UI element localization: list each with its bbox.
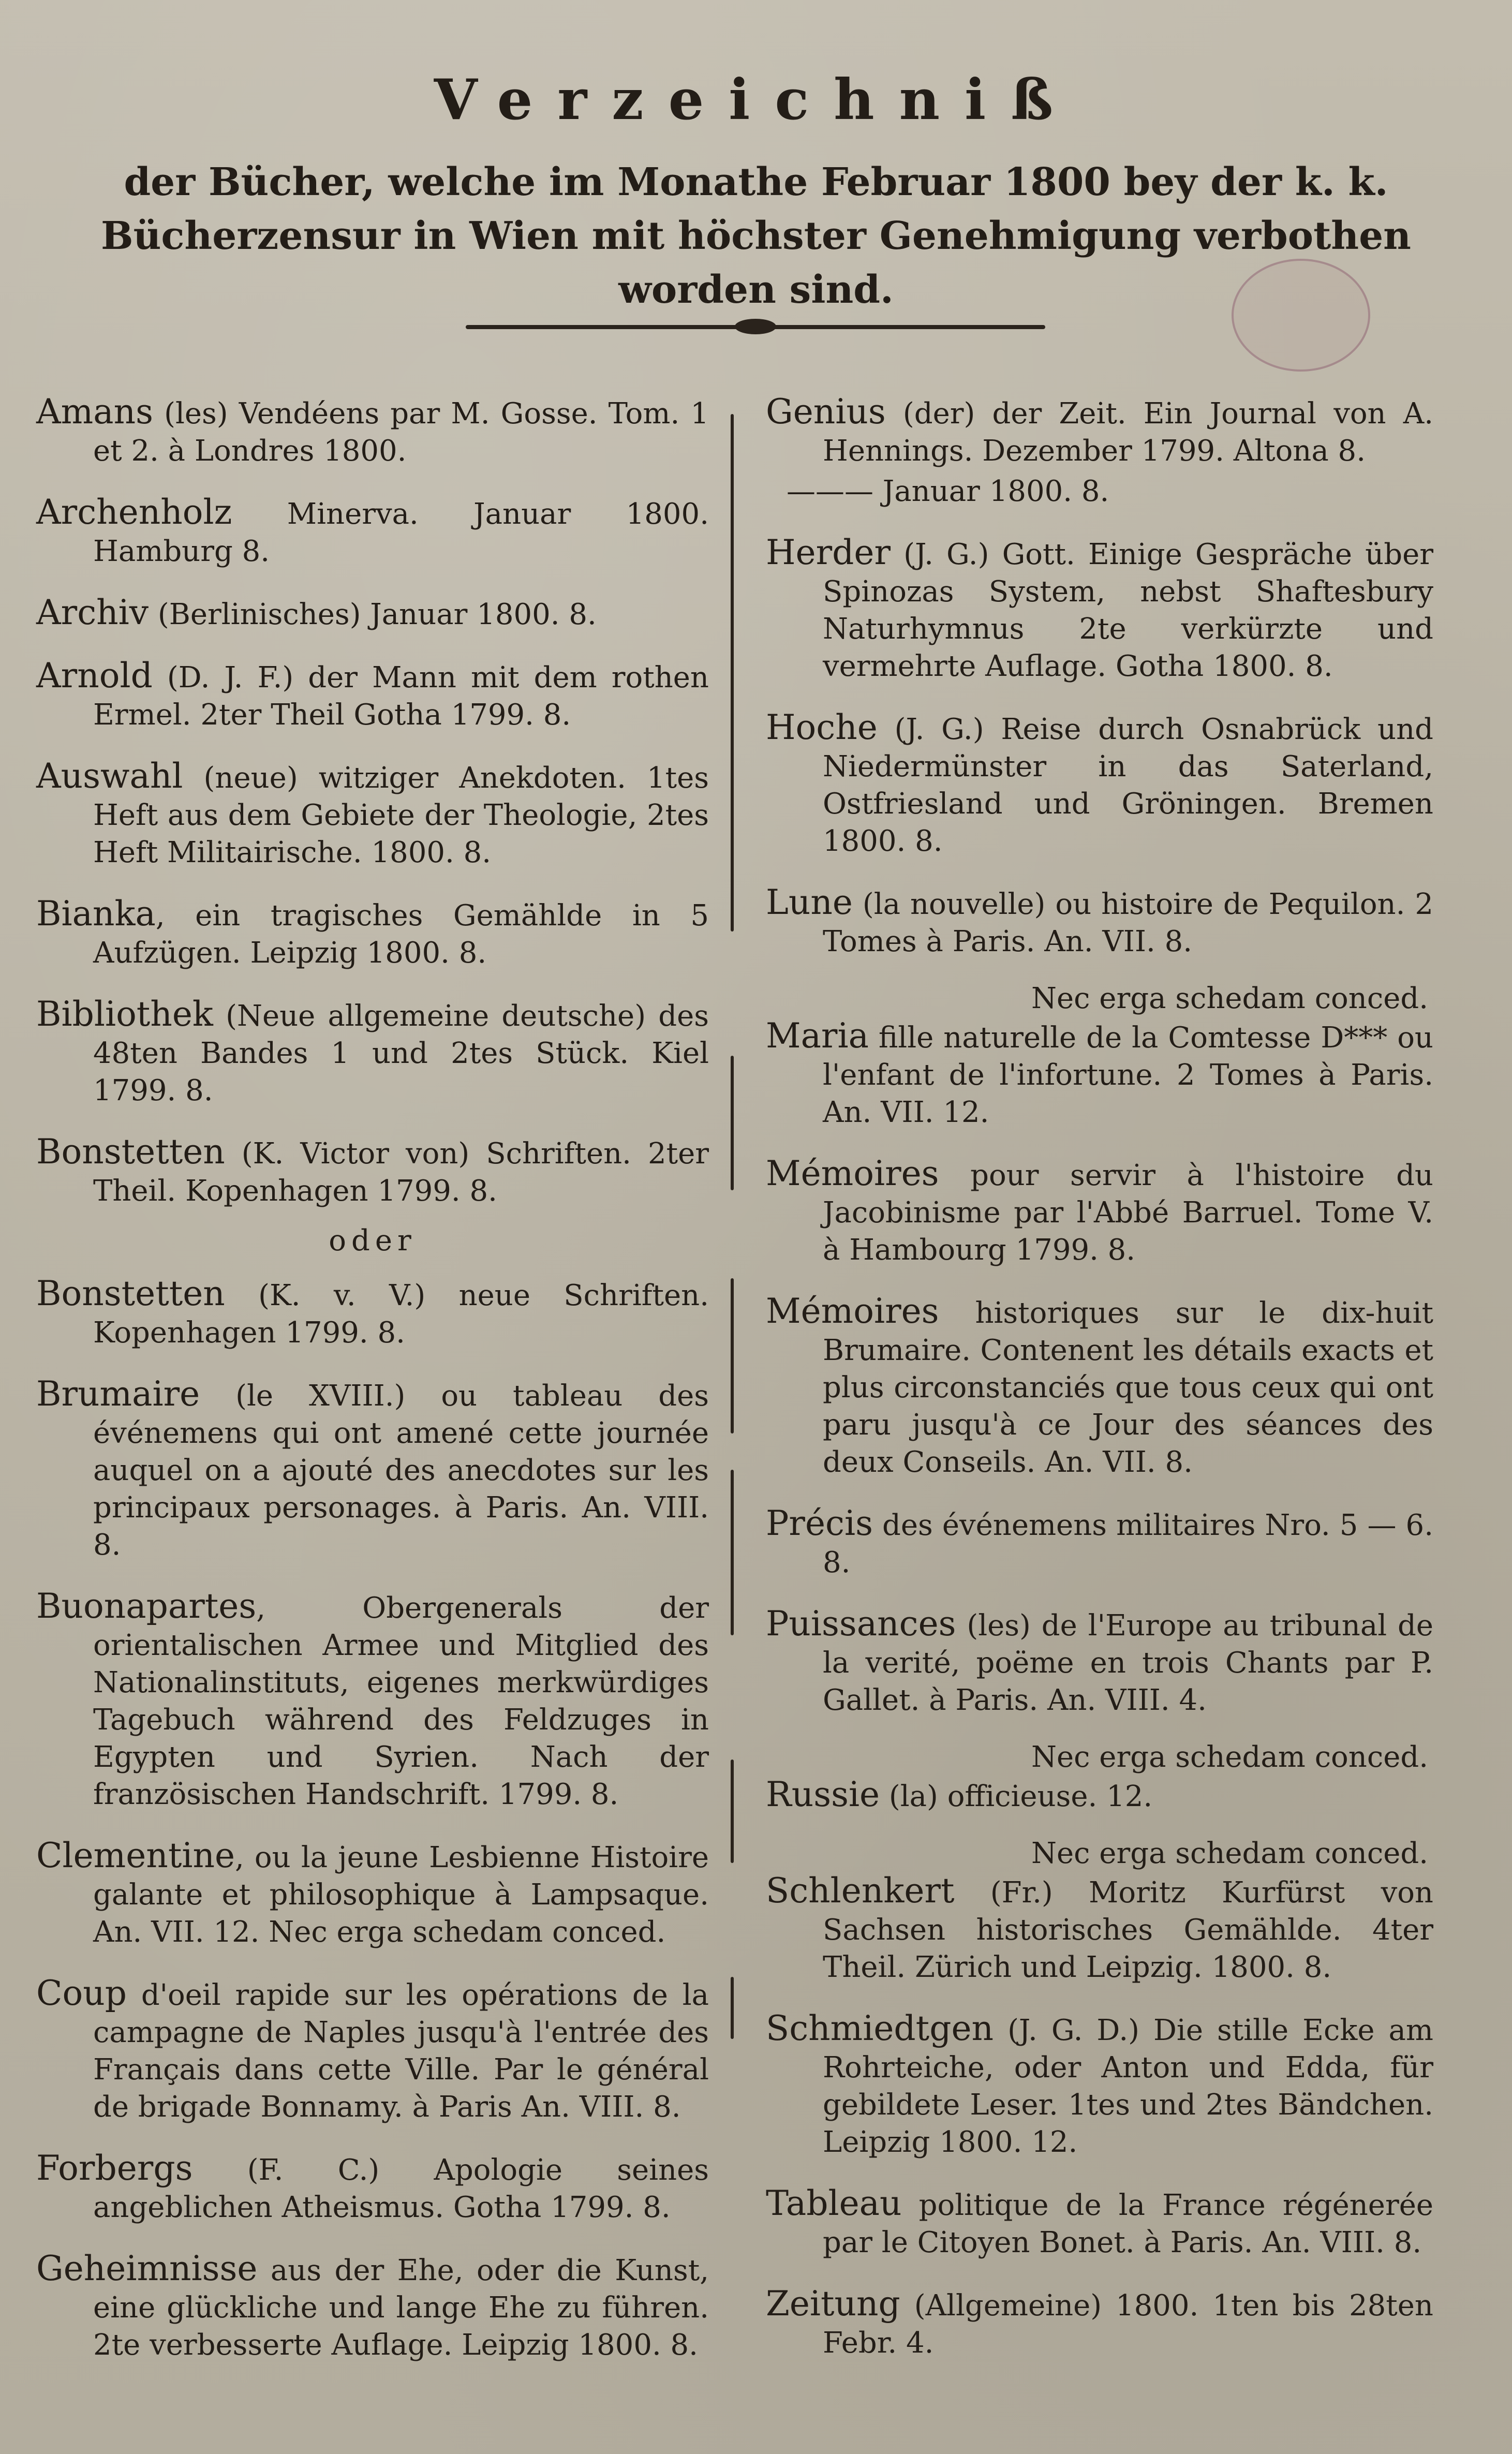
entry-text: d'oeil rapide sur les opérations de la campagne de Naples jusqu'à l'entrée des Français dans cette Ville. Par le général de brigade Bonnamy. à Paris An. VIII. 8.	[93, 1978, 709, 2124]
book-entry	[766, 1872, 1433, 1986]
entry-text: des événemens militaires Nro. 5 — 6. 8.	[823, 1509, 1433, 1579]
entry-text: (Neue allgemeine deutsche) des 48ten Bandes 1 und 2tes Stück. Kiel 1799. 8.	[93, 999, 709, 1107]
faded-stamp	[1232, 259, 1370, 372]
entry-text: , ou la jeune Lesbienne Histoire galante et philosophique à Lampsaque. An. VII. 12. Nec erga schedam conced.	[93, 1841, 709, 1949]
entry-headword: Brumaire	[36, 1374, 200, 1414]
book-entry	[766, 1155, 1433, 1269]
entry-headword: Archenholz	[36, 492, 232, 532]
book-entry	[36, 1837, 709, 1951]
entry-headword: Schmiedtgen	[766, 2008, 994, 2048]
entry-headword: Puissances	[766, 1604, 956, 1644]
entry-text: (F. C.) Apologie seines angeblichen Atheismus. Gotha 1799. 8.	[93, 2153, 709, 2224]
entry-headword: Clementine	[36, 1836, 235, 1875]
book-entry	[766, 2010, 1433, 2161]
page-subtitle: der Bücher, welche im Monathe Februar 1800 bey der k. k. Bücherzensur in Wien mit höchster Genehmigung verbothen worden sind.	[101, 160, 1411, 312]
book-entry	[766, 1017, 1433, 1131]
entry-text: Minerva. Januar 1800. Hamburg 8.	[93, 497, 709, 568]
entry-text: , Obergenerals der orientalischen Armee und Mitglied des Nationalinstituts, eigenes merkwürdiges Tagebuch während des Feldzuges in Egypten und Syrien. Nach der französischen Handschrift. 1799. 8.	[93, 1591, 709, 1811]
entry-headword: Arnold	[36, 656, 153, 696]
entry-headword: Bonstetten	[36, 1274, 225, 1313]
book-entry	[766, 884, 1433, 960]
entry-text: , ein tragisches Gemählde in 5 Aufzügen. Leipzig 1800. 8.	[93, 899, 709, 970]
entry-headword: Coup	[36, 1973, 127, 2013]
entry-text: (K. Victor von) Schriften. 2ter Theil. Kopenhagen 1799. 8.	[93, 1137, 709, 1208]
book-entry	[36, 1376, 709, 1564]
entry-text: (J. G.) Reise durch Osnabrück und Niedermünster in das Saterland, Ostfriesland und Gröningen. Bremen 1800. 8.	[823, 713, 1433, 858]
book-entry	[766, 709, 1433, 860]
entry-text: (Fr.) Moritz Kurfürst von Sachsen historisches Gemählde. 4ter Theil. Zürich und Leipzig. 1800. 8.	[823, 1876, 1433, 1984]
book-entry	[36, 1133, 709, 1210]
book-entry	[36, 2250, 709, 2364]
entry-headword: Archiv	[36, 593, 149, 632]
book-entry	[766, 2285, 1433, 2362]
entry-text: (la) officieuse. 12.	[880, 1780, 1153, 1813]
entry-headword: Buonapartes	[36, 1586, 257, 1626]
entry-text: (Berlinisches) Januar 1800. 8.	[149, 598, 597, 631]
entry-text: (J. G. D.) Die stille Ecke am Rohrteiche, oder Anton und Edda, für gebildete Leser. 1tes und 2tes Bändchen. Leipzig 1800. 12.	[823, 2014, 1433, 2159]
entry-headword: Schlenkert	[766, 1871, 955, 1911]
book-entry	[766, 1293, 1433, 1481]
entry-headword: Bonstetten	[36, 1132, 225, 1172]
book-entry	[766, 1605, 1433, 1719]
book-entry	[36, 758, 709, 871]
book-entry	[36, 1588, 709, 1813]
entry-text: politique de la France régénerée par le Citoyen Bonet. à Paris. An. VIII. 8.	[823, 2189, 1433, 2259]
column-divider	[731, 1470, 734, 1635]
entry-headword: Herder	[766, 533, 891, 572]
book-entry	[766, 1505, 1433, 1581]
book-entry	[766, 1776, 1433, 1815]
oder-separator: oder	[329, 1224, 417, 1258]
book-entry	[36, 494, 709, 570]
entry-headword: Mémoires	[766, 1291, 939, 1331]
entry-headword: Précis	[766, 1503, 873, 1543]
right-column	[766, 393, 1433, 2386]
entry-text: (der) der Zeit. Ein Journal von A. Hennings. Dezember 1799. Altona 8.	[823, 397, 1433, 468]
entry-text: (D. J. F.) der Mann mit dem rothen Ermel. 2ter Theil Gotha 1799. 8.	[93, 661, 709, 732]
book-entry	[766, 393, 1433, 470]
book-entry	[36, 895, 709, 972]
entry-headword: Genius	[766, 392, 886, 432]
entry-text: (J. G.) Gott. Einige Gespräche über Spinozas System, nebst Shaftesbury Naturhymnus 2te verkürzte und vermehrte Auflage. Gotha 1800. 8.	[823, 538, 1433, 683]
book-entry	[36, 657, 709, 734]
entry-text: historiques sur le dix-huit Brumaire. Contenent les détails exacts et plus circonstanciés que tous ceux qui ont paru jusqu'à ce Jour des séances des deux Conseils. An. VII. 8.	[823, 1296, 1433, 1479]
book-entry	[36, 1275, 709, 1352]
book-entry	[36, 2150, 709, 2226]
column-divider	[731, 1278, 734, 1433]
entry-headword: Bianka	[36, 894, 156, 934]
entry-text: (le XVIII.) ou tableau des événemens qui ont amené cette journée auquel on a ajouté des anecdotes sur les principaux personages. à Paris. An. VIII. 8.	[93, 1379, 709, 1562]
entry-text: (les) de l'Europe au tribunal de la verité, poëme en trois Chants par P. Gallet. à Paris. An. VIII. 4.	[823, 1609, 1433, 1717]
book-entry	[36, 393, 709, 470]
book-entry	[36, 996, 709, 1110]
entry-text: (Allgemeine) 1800. 1ten bis 28ten Febr. 4.	[823, 2289, 1433, 2360]
entry-headword: Mémoires	[766, 1154, 939, 1193]
entry-continuation: ——— Januar 1800. 8.	[787, 475, 1109, 508]
entry-headword: Zeitung	[766, 2284, 900, 2324]
rule-ornament	[735, 319, 776, 334]
entry-text: fille naturelle de la Comtesse D*** ou l'enfant de l'infortune. 2 Tomes à Paris. An. VII. 12.	[823, 1021, 1433, 1129]
entry-headword: Tableau	[766, 2183, 902, 2223]
book-entry	[766, 2185, 1433, 2261]
book-entry	[36, 594, 709, 633]
entry-headword: Auswahl	[36, 756, 183, 796]
entry-text: (la nouvelle) ou histoire de Pequilon. 2 Tomes à Paris. An. VII. 8.	[823, 888, 1433, 958]
page-title: Verzeichniß	[434, 67, 1078, 132]
entry-headword: Maria	[766, 1016, 869, 1056]
entry-headword: Russie	[766, 1775, 880, 1814]
entry-headword: Hoche	[766, 707, 878, 747]
entry-text: aus der Ehe, oder die Kunst, eine glückliche und lange Ehe zu führen. 2te verbesserte Auflage. Leipzig 1800. 8.	[93, 2254, 709, 2362]
entry-text: pour servir à l'histoire du Jacobinisme par l'Abbé Barruel. Tome V. à Hambourg 1799. 8.	[823, 1159, 1433, 1267]
column-divider	[731, 1760, 734, 1863]
censor-note: Nec erga schedam conced.	[1031, 1837, 1428, 1870]
censor-note: Nec erga schedam conced.	[1031, 982, 1428, 1015]
censor-note: Nec erga schedam conced.	[1031, 1740, 1428, 1774]
entry-headword: Forbergs	[36, 2148, 193, 2188]
entry-headword: Geheimnisse	[36, 2249, 258, 2288]
book-entry	[36, 1975, 709, 2126]
entry-text: (neue) witziger Anekdoten. 1tes Heft aus dem Gebiete der Theologie, 2tes Heft Militairische. 1800. 8.	[93, 761, 709, 869]
entry-headword: Bibliothek	[36, 994, 213, 1034]
entry-headword: Lune	[766, 882, 853, 922]
left-column	[36, 393, 709, 2388]
column-divider	[731, 1977, 734, 2039]
entry-text: (K. v. V.) neue Schriften. Kopenhagen 1799. 8.	[93, 1279, 709, 1350]
column-divider	[731, 1056, 734, 1190]
column-divider	[731, 414, 734, 932]
entry-headword: Amans	[36, 392, 153, 432]
entry-text: (les) Vendéens par M. Gosse. Tom. 1 et 2. à Londres 1800.	[93, 397, 709, 468]
book-entry	[766, 534, 1433, 685]
